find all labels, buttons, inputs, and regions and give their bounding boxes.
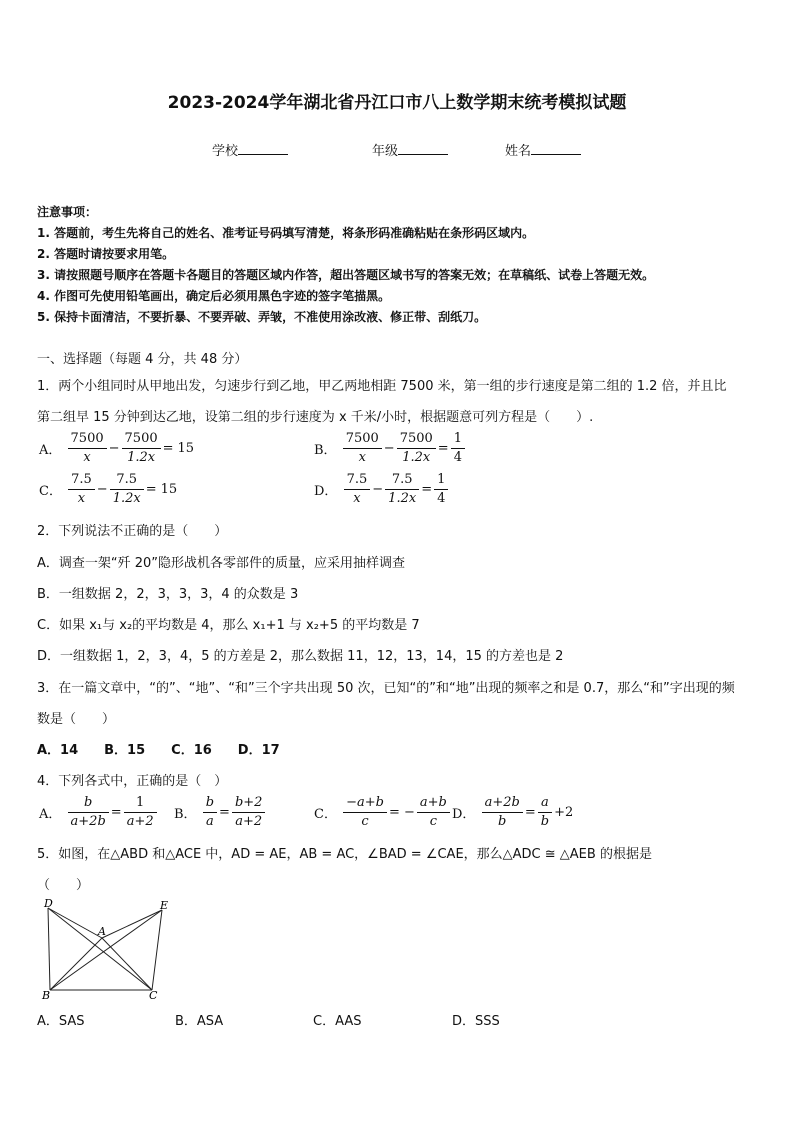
q5-stem-line2: （ ） [37, 878, 90, 893]
q4-option-c: C． $\frac{-a+b}{c}$ = − $\frac{a+b}{c}$ [312, 794, 450, 831]
q1-stem-line2: 第二组早 15 分钟到达乙地，设第二组的步行速度为 x 千米/小时，根据题意可列方程是（ ）. [37, 410, 594, 425]
note-item: 1. 答题前，考生先将自己的姓名、准考证号码填写清楚，将条形码准确粘贴在条形码区域内。 [37, 226, 535, 240]
note-item: 2. 答题时请按要求用笔。 [37, 247, 175, 261]
segment-dc [48, 908, 152, 990]
school-field: 学校 [212, 140, 288, 159]
q5-geometry-figure [40, 898, 175, 1003]
q1-option-a: A． $\frac{7500}{x}$ − $\frac{7500}{1.2x}$ = 15 [39, 431, 195, 465]
point-label-d: D [44, 898, 53, 910]
q3-stem-line2: 数是（ ） [37, 712, 116, 727]
segment-ea [102, 910, 162, 938]
q5-option-d: D．SSS [452, 1014, 500, 1029]
section-heading: 一、选择题（每题 4 分，共 48 分） [37, 352, 248, 367]
segment-da [48, 908, 102, 938]
school-blank [238, 142, 288, 155]
note-item: 5. 保持卡面清洁，不要折暴、不要弄破、弄皱，不准使用涂改液、修正带、刮纸刀。 [37, 310, 487, 324]
q4-stem: 4．下列各式中，正确的是（ ） [37, 774, 228, 789]
q3-stem-line1: 3．在一篇文章中，“的”、“地”、“和”三个字共出现 50 次，已知“的”和“地”出现的频率之和是 0.7，那么“和”字出现的频 [37, 681, 735, 696]
q5-stem-line1: 5．如图，在△ABD 和△ACE 中，AD = AE，AB = AC，∠BAD = ∠CAE，那么△ADC ≅ △AEB 的根据是 [37, 847, 652, 862]
q2-option-a: A．调查一架“歼 20”隐形战机各零部件的质量，应采用抽样调查 [37, 556, 406, 571]
segment-eb [50, 910, 162, 990]
grade-blank [398, 142, 448, 155]
note-item: 4. 作图可先使用铅笔画出，确定后必须用黑色字迹的签字笔描黑。 [37, 289, 391, 303]
point-label-a: A [98, 925, 106, 938]
point-label-c: C [149, 989, 158, 1002]
q1-stem-line1: 1．两个小组同时从甲地出发，匀速步行到乙地，甲乙两地相距 7500 米，第一组的步行速度是第二组的 1.2 倍，并且比 [37, 379, 727, 394]
q4-option-a: A． $\frac{b}{a+2b}$ = $\frac{1}{a+2}$ [37, 794, 157, 831]
notes-heading: 注意事项： [37, 205, 98, 219]
q2-option-c: C．如果 x₁与 x₂的平均数是 4，那么 x₁+1 与 x₂+5 的平均数是 7 [37, 618, 420, 633]
segment-ac [102, 938, 152, 990]
q1-option-d: D． $\frac{7.5}{x}$ − $\frac{7.5}{1.2x}$ = $\frac{1}{4}$ [312, 471, 448, 508]
q1-option-b: B． $\frac{7500}{x}$ − $\frac{7500}{1.2x}$ = $\frac{1}{4}$ [312, 430, 465, 467]
point-label-b: B [42, 989, 51, 1002]
grade-field: 年级 [372, 140, 448, 159]
q2-option-d: D．一组数据 1，2，3，4，5 的方差是 2，那么数据 11，12，13，14，15 的方差也是 2 [37, 649, 564, 664]
q2-stem: 2．下列说法不正确的是（ ） [37, 524, 228, 539]
note-item: 3. 请按照题号顺序在答题卡各题目的答题区域内作答，超出答题区域书写的答案无效；在草稿纸、试卷上答题无效。 [37, 268, 655, 282]
point-label-e: E [160, 899, 169, 912]
page-title: 2023-2024学年湖北省丹江口市八上数学期末统考模拟试题 [167, 93, 627, 113]
name-blank [531, 142, 581, 155]
q5-option-a: A．SAS [37, 1014, 85, 1029]
q1-option-c: C． $\frac{7.5}{x}$ − $\frac{7.5}{1.2x}$ = 15 [39, 472, 178, 506]
segment-db [48, 908, 50, 990]
q3-options: A．14 B．15 C．16 D．17 [37, 743, 280, 758]
name-field: 姓名 [505, 140, 581, 159]
segment-ab [50, 938, 102, 990]
segment-ec [152, 910, 162, 990]
q5-option-c: C．AAS [313, 1014, 362, 1029]
q4-option-d: D． $\frac{a+2b}{b}$ = $\frac{a}{b}$ +2 [452, 795, 574, 829]
q4-option-b: B． $\frac{b}{a}$ = $\frac{b+2}{a+2}$ [172, 794, 265, 831]
q2-option-b: B．一组数据 2，2，3，3，3，4 的众数是 3 [37, 587, 299, 602]
q5-option-b: B．ASA [175, 1014, 224, 1029]
